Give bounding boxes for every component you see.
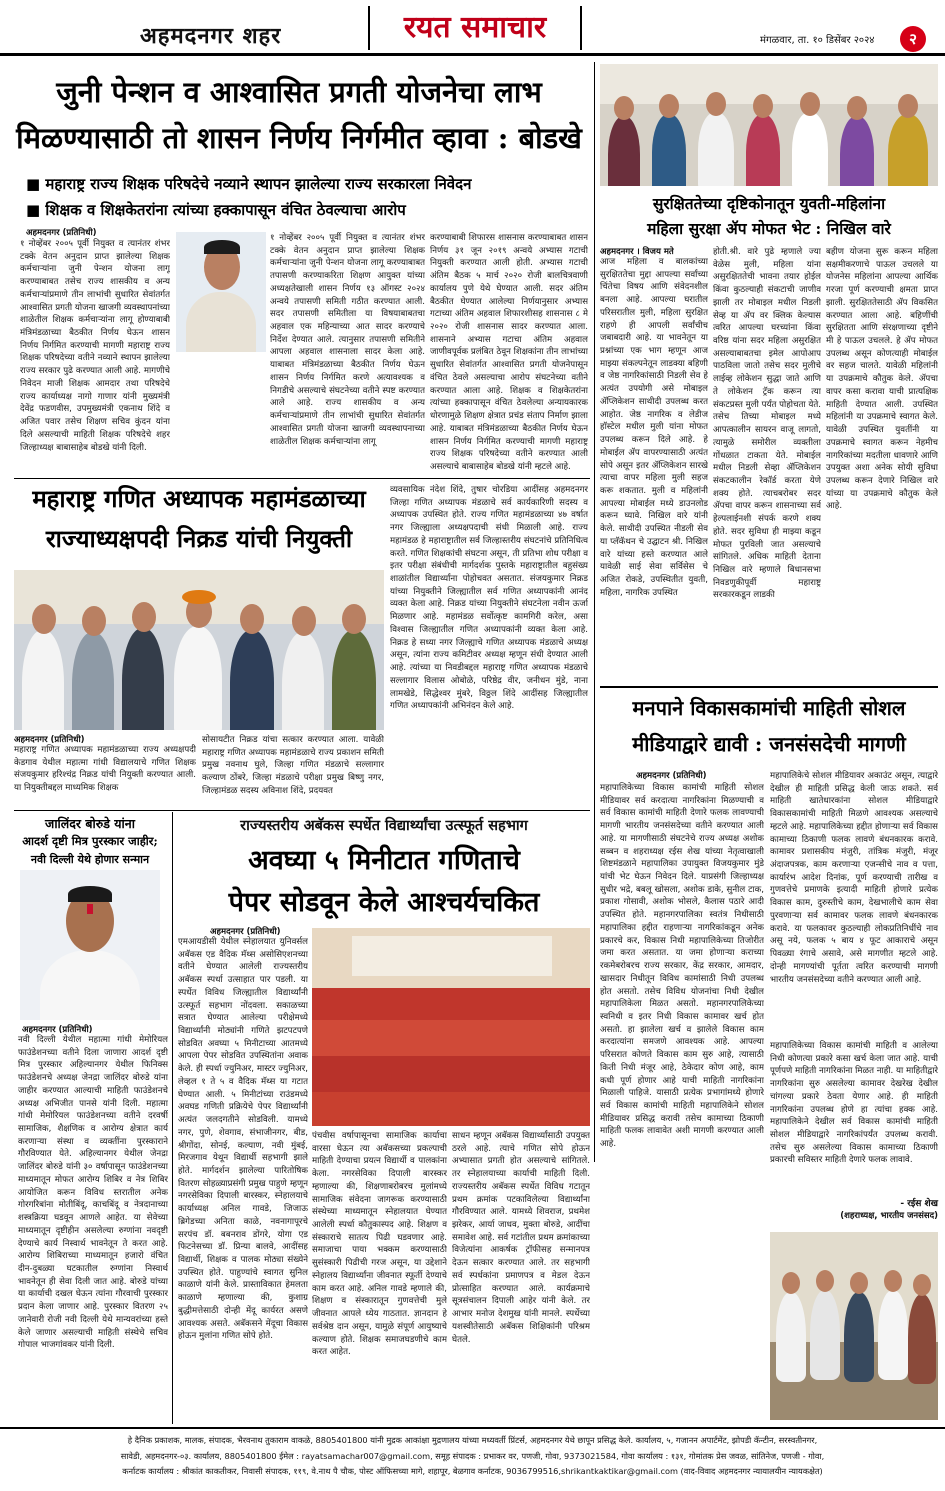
- imprint-line3: कर्नाटक कार्यालय : श्रीकांत काकतीकर, निवासी संपादक, ११९, वे.नाथ पै चौक, पोस्ट ऑफिसच्या मागे, शहापूर, बेळगाव कर्नाटक, 9036799516,shrikantkaktikar@gmail.com (वाद-विवाद अहमदनगर न्यायालयीन न्यायकक्षेत): [122, 1466, 823, 1477]
- story4-signature-name: - रईस शेख: [900, 1199, 938, 1209]
- story4-headline-line1: मनपाने विकासकामांची माहिती सोशल: [632, 696, 906, 720]
- story2-column3: बहीण योजना सुरू करून महिला सक्षमीकरणाचे पाऊल उचलले या योजनेस महिलांना आपल्या आर्थिक गरजा पूर्ण करण्याची क्षमता प्राप्त झाली. सुरक्षिततेसाठी ॲप विकसित करण्यात आला आहे. बहिणींची सुरक्षितता आणि संरक्षणाच्या दृष्टीने मी हे पाऊल उचलले. हे ॲप मोफत उपलब्ध असून कोणत्याही मोबाईल वर सहज चालते. यावेळी महिलांनी या उपक्रमाचे कौतुक केले. ॲपचा वापर कसा करावा याची प्रात्यक्षिक माहिती देण्यात आली. उपस्थित महिलांनी या उपक्रमाचे स्वागत केले. यावेळी उपस्थित युवतींनी या उपक्रमाचे स्वागत करून नेहमीच नागरिकांच्या मदतीला धावणारे आणि उपयुक्त अशा अनेक सोयी सुविधा उपलब्ध करून देणारे निखिल वारे यांच्या या उपक्रमाचे कौतुक केले आहे.: [826, 247, 938, 512]
- story2-headline-line2: महिला सुरक्षा ॲप मोफत भेट : निखिल वारे: [647, 219, 891, 238]
- story4-column2: महापालिकेचे सोशल मीडियावर अकाउंट असून, त्याद्वारे देखील ही माहिती प्रसिद्ध केली जाऊ शकते. सर्व माहिती खातेधारकांना सोशल मीडियाद्वारे विकासकामांची माहिती मिळणे आवश्यक असल्याचे म्हटले आहे. महापालिकेच्या हद्दीत होणाऱ्या सर्व विकास कामाच्या ठिकाणी फलक लावणे बंधनकारक करावे. कामावर प्रशासकीय मंजुरी, तांत्रिक मंजुरी, मंजूर अंदाजपत्रक, काम करणाऱ्या एजन्सीचे नाव व पत्ता, कार्यारंभ आदेश दिनांक, पूर्ण करण्याची तारीख व गुणवत्तेचे प्रमाणके इत्यादी माहिती होणारे प्रत्येक विकास काम, दुरुस्तीचे काम, देखभालीचे काम सेवा पुरवणाऱ्या सर्व कामावर फलक लावणे बंधनकारक करावे. या फलकावर कुठल्याही लोकप्रतिनिधींचे नाव असू नये, फलक ५ बाय ४ फूट आकाराचे असून पिवळ्या रंगाचे असावे, असे मागणीत म्हटले आहे. दोन्ही मागण्यांची पूर्तता त्वरित करण्याची मागणी भारतीय जनसंसदेच्या वतीने करण्यात आली आहे.: [770, 771, 938, 985]
- story6-dateline: अहमदनगर (प्रतिनिधी): [210, 927, 281, 937]
- story6-kicker: राज्यस्तरीय अबॅकस स्पर्धेत विद्यार्थ्यांचा उत्स्फूर्त सहभाग: [240, 818, 528, 834]
- story1-column2: १ नोव्हेंबर २००५ पूर्वी नियुक्त व त्यानंतर शंभर टक्के वेतन अनुदान प्राप्त झालेल्या शिक्षक कर्मचाऱ्यांना जुनी पेन्शन योजना लागू करण्याबाबत तपासणी करण्याकरिता शिक्षण आयुक्त यांच्या अध्यक्षतेखाली शासन निर्णय १३ ऑगस्ट २०२४ अन्वये तपासणी समिती गठीत करण्यात आली. सदर तपासणी समितीला या विषयाबाबतचा अहवाल एक महिन्याच्या आत सादर करण्याचे निर्देश देण्यात आले. त्यानुसार तपासणी समितीने आपला अहवाल शासनाला सादर केला आहे. याबाबत मंत्रिमंडळाच्या बैठकीत निर्णय घेऊन शासन निर्णय निर्गमित करणे अत्यावश्यक व निगडीचे असल्याचे संघटनेच्या वतीने स्पष्ट करण्यात आले आहे. राज्य शासकीय व अन्य कर्मचाऱ्यांप्रमाणे तीन लाभांची सुधारित सेवांतर्गत आश्वासित प्रगती योजना खाजगी व्यवस्थापनाच्या शाळेतील शिक्षक कर्मचाऱ्यांना लागू: [270, 233, 425, 447]
- story5-column1: नवी दिल्ली येथील महात्मा गांधी मेमोरियल फाउंडेशनच्या वतीने दिला जाणारा आदर्श दृष्टी मित्र पुरस्कार अहिल्यानगर येथील फिनिक्स फाउंडेशनचे अध्यक्ष जेनद्रा जालिंदर बोरुडे यांना जाहीर करण्यात आल्याची माहिती फाउंडेशनचे अध्यक्ष अभिजीत पानसे यांनी दिली. महात्मा गांधी मेमोरियल फाउंडेशनच्या वतीने दरवर्षी सामाजिक, शैक्षणिक व आरोग्य क्षेत्रात कार्य करणाऱ्या संस्था व व्यक्तींना पुरस्काराने गौरविण्यात येते. अहिल्यानगर येथील जेनद्रा जालिंदर बोरुडे यांनी ३० वर्षापासून फाउंडेशनच्या माध्यमातून मोफत आरोग्य शिबिर व नेत्र शिबिर आयोजित करून विविध स्तरातील अनेक गोरगरिबांना मोतीबिंदू, काचबिंदू व नेत्रदानाच्या शस्त्रक्रिया घडवून आणले आहेत. या सेवेच्या माध्यमातून दृष्टीहीन असलेल्या रुग्णांना नवदृष्टी देण्याचे कार्य निस्वार्थ भावनेतून ते करत आहे. आरोग्य शिबिराच्या माध्यमातून हजारो वंचित दीन-दुबळ्या घटकातील रुग्णांना निस्वार्थ भावनेतून ही सेवा दिली जात आहे. बोरुडे यांच्या या कार्याची दखल घेऊन त्यांना गौरवाची पुरस्कार प्रदान केला जाणार आहे. पुरस्कार वितरण २५ जानेवारी रोजी नवी दिल्ली येथे मान्यवरांच्या हस्ते केले जाणार असल्याची माहिती संस्थेचे सचिव गोपाल भाजगांवकर यांनी दिली.: [18, 1035, 168, 1351]
- nikrad-felicitation-photo: [14, 570, 384, 730]
- story1-dateline: अहमदनगर (प्रतिनिधी): [26, 228, 97, 238]
- story1-column1: १ नोव्हेंबर २००५ पूर्वी नियुक्त व त्यानंतर शंभर टक्के वेतन अनुदान प्राप्त झालेल्या शिक्षक कर्मचाऱ्यांना जुनी पेन्शन योजना लागू करण्याबाबत तसेच राज्य शासकीय व अन्य कर्मचाऱ्यांप्रमाणे तीन लाभांची सुधारित सेवांतर्गत आश्वासित प्रगती योजना खाजगी व्यवस्थापनांच्या शाळेतील शिक्षक कर्मचाऱ्यांना लागू होण्याबाबी मंत्रिमंडळाच्या बैठकीत निर्णय घेऊन शासन निर्णय निर्गमित करण्याची मागणी महाराष्ट्र राज्य शिक्षक परिषदेच्या वतीने नव्याने स्थापन झालेल्या राज्य सरकार पुढे करण्यात आली आहे. मागणीचे निवेदन माजी शिक्षक आमदार तथा परिषदेचे राज्य कार्याध्यक्ष नागो गाणार यांनी मुख्यमंत्री देवेंद्र फडणवीस, उपमुख्यमंत्री एकनाथ शिंदे व अजित पवार तसेच शिक्षण सचिव कुंदन यांना दिले असल्याची माहिती शिक्षक परिषदेचे शहर जिल्हाध्यक्ष बाबासाहेब बोडखे यांनी दिली.: [20, 239, 170, 453]
- story6-headline-line2: पेपर सोडवून केले आश्चर्यचकित: [228, 887, 540, 918]
- story1-bullet1: ■ महाराष्ट्र राज्य शिक्षक परिषदेचे नव्याने स्थापन झालेल्या राज्य सरकारला निवेदन: [26, 175, 472, 193]
- women-safety-app-photo: [600, 64, 938, 186]
- story3-headline-line1: महाराष्ट्र गणित अध्यापक महामंडळाच्या: [32, 484, 366, 513]
- page-number: २: [900, 26, 926, 52]
- story3-column1: व्यवसायिक नंदेश शिंदे, तुषार चोरडिया आदींसह अहमदनगर जिल्हा गणित अध्यापक मंडळाचे सर्व कार्यकारिणी सदस्य व अध्यापक उपस्थित होते. राज्य गणित महामंडळाच्या ४७ वर्षात नगर जिल्ह्याला अध्यक्षपदाची संधी मिळाली आहे. राज्य महामंडळ हे महाराष्ट्रातील सर्व जिल्हास्तरीय संघटनांचे प्रतिनिधित्व करते. गणित शिक्षकांची संघटना असून, ती प्रतिभा शोध परीक्षा व इतर परीक्षा संबंधीची मार्गदर्शक पुस्तके महाराष्ट्रातील बहुसंख्य शाळांतील विद्यार्थ्यांना पोहोचवत असतात. संजयकुमार निक्रड यांच्या नियुक्तीने जिल्ह्यातील सर्व गणित अध्यापकांनी आनंद व्यक्त केला आहे. निक्रड यांच्या नियुक्तीने संघटनेला नवीन ऊर्जा मिळणार आहे. महामंडळ सर्वोत्कृष्ट कामगिरी करेल, असा विश्वास जिल्ह्यातील गणित अध्यापकांनी व्यक्त केला आहे. निक्रड हे सध्या नगर जिल्ह्याचे गणित अध्यापक मंडळाचे अध्यक्ष असून, त्यांना राज्य कमिटीवर अध्यक्ष म्हणून संधी देण्यात आली आहे. त्यांच्या या निवडीबद्दल महाराष्ट्र गणित अध्यापक मंडळाचे सल्लागार विलास ओबोळे, परिष्ठेद्र वीर, जनीधन मुंडे, नाना लामखेडे, सिद्धेश्वर मुंबरे, विठ्ठल शिंदे आदींसह जिल्ह्यातील गणित अध्यापकांनी अभिनंदन केले आहे.: [390, 485, 588, 712]
- story2-column2: होती.श्री. वारे पुढे म्हणाले ज्या वेळेस मुली, महिला यांना असुरक्षिततेची भावना तयार होईल किंवा कुठल्याही संकटाची जाणीव झाली तर मोबाइल मधील निडली सेव्ह या ॲप वर क्लिक केल्यास त्वरित आपल्या घरच्यांना किंवा वरिष्ठ यांना सदर महिला असुरक्षित असल्याबाबतचा इमेल आपोआप पाठविला जातो तसेच सदर मुलीचे लाईव्ह लोकेशन सुद्धा जाते आणि ते लोकेशन ट्रॅक करून त्या संकटप्रस्त मुली पर्यंत पोहोचता येते. तसेच तिच्या मोबाइल मध्ये आपत्कालीन सायरन वाजू लागतो, त्यामुळे समोरील व्यक्तीला गोंधळात टाकता येते. मोबाईल मधील निडली सेव्हा ॲप्लिकेशन संकटकालीन रेकॉर्ड करता येणे शक्य होते. त्याचबरोबर सदर ॲपचा वापर करून शासनाच्या सर्व हेल्पलाईनशी संपर्क करणे शक्य होते. सदर सुविधा ही माझ्या कडून मोफत पुरविली जात असल्याचे सांगितले. अधिक माहिती देताना निखिल वारे म्हणाले बिधानसभा निवडणुकीपूर्वी महाराष्ट्र सरकारकडून लाडकी: [713, 247, 821, 601]
- imprint-line1: हे दैनिक प्रकाशक, मालक, संपादक, भैरवनाथ तुकाराम वाकळे, 8805401800 यांनी मुद्रक आकांक्षा मुद्रणालय यांच्या मध्यवर्ती प्रिंटर्स, अहमदनगर येथे छापून प्रसिद्ध केले. कार्यालय, ५, गजानन अपार्टमेंट, झोपडी कॅन्टीन, सरस्वतीनगर,: [127, 1435, 818, 1445]
- story1-bullet2: ■ शिक्षक व शिक्षकेतरांना त्यांच्या हक्कापासून वंचित ठेवल्याचा आरोप: [26, 201, 406, 219]
- story5-dateline: अहमदनगर (प्रतिनिधी): [22, 1025, 93, 1035]
- story2-dateline: अहमदनगर । विजय मते: [600, 247, 674, 257]
- masthead-logo: रयत समाचार: [368, 6, 582, 50]
- story4-dateline: अहमदनगर (प्रतिनिधी): [636, 771, 707, 781]
- story1-column2a: [176, 357, 266, 473]
- story3-caption-col2: सोसायटीत निक्रड यांचा सत्कार करण्यात आला. यावेळी महाराष्ट्र गणित अध्यापक महामंडळाचे राज्य प्रकाशन समिती प्रमुख नवनाथ घुले, जिल्हा गणित मंडळाचे सल्लागार कल्याण ठोंबरे, जिल्हा मंडळाचे परीक्षा प्रमुख बिष्णु नगर, जिल्हामंडळ सदस्य अविनाश शिंदे, प्रदयवत: [202, 735, 384, 796]
- story6-column2: पंचवीस वर्षापासूनचा सामाजिक कार्याचा वारसा घेऊन त्या अबॅकसच्या प्रकल्पाची माहिती देण्याचा प्रयत्न विद्यार्थी व पालकांना केला. नगरसेविका दिपाली बारस्कर म्हणाल्या की, शिक्षणाबरोबरच मुलांमध्ये सामाजिक संवेदना जागरूक करण्यासाठी संस्थेच्या माध्यमातून स्नेहालयात घेण्यात आलेली स्पर्धा कौतुकास्पद आहे. शिक्षण व संस्काराचे सातत्य पिढी घडवणार आहे. समाजाचा पाया भक्कम करण्यासाठी सुसंस्कारी पिढीची गरज असून, या उद्देशाने स्नेहालय विद्यार्थ्यांना जीवनात स्फूर्ती देण्याचे काम करत आहे. अनिल गावडे म्हणाले की, शिक्षण व संस्कारातून गुणवत्तेची मुले जीवनात आपले ध्येय गाठतात. ज्ञानदान हे सर्वश्रेष्ठ दान असून, यामुळे संपूर्ण आयुष्याचे कल्याण होते. शिक्षक समाजघडणीचे काम करत आहेत.: [312, 1131, 447, 1358]
- story6-column1: एमआयडीसी येथील स्नेहालयात युनिवर्सल अबॅकस एड वैदिक मॅथ्स असोसिएशनच्या वतीने घेण्यात आलेली राज्यस्तरीय अबॅकस स्पर्धा उत्साहात पार पडली. या स्पर्धेत विविध जिल्ह्यातील विद्यार्थ्यांनी उत्स्फूर्त सहभाग नोंदवला. सकाळच्या सत्रात घेण्यात आलेल्या परीक्षेमध्ये विद्यार्थ्यांनी मोठ्यांनी गणिते झटपटपणे सोडवित अवघ्या ५ मिनीटाच्या आतमध्ये आपला पेपर सोडवित उपस्थितांना अवाक केले. ही स्पर्धा ज्युनिअर, मास्टर ज्युनिअर, लेव्हल १ ते ५ व वैदिक मॅथ्स या गटात घेण्यात आली. ५ मिनीटांच्या राउंडमध्ये अवघड गणिती प्रक्रियेचे पेपर विद्यार्थ्यांनी अत्यंत जलदगतीने सोडविली. यामध्ये नगर, पुणे, शेवगाव, संभाजीनगर, बीड, श्रीगोंदा, सोनई, कल्याण, नवी मुंबई, मिरजगाव येथून विद्यार्थी सहभागी झाले होते. मार्गदर्शन झालेल्या पारितोषिक वितरण सोहळ्याप्रसंगी प्रमुख पाहुणे म्हणून नगरसेविका दिपाली बारस्कर, स्नेहालयाचे कार्याध्यक्ष अनिल गावडे, जिजाऊ ब्रिगेडच्या अनिता काळे, नवनागापूरचे सरपंच डॉ. बबनराव डोंगरे, योगा एड फिटनेसच्या डॉ. प्रिन्या बालवे, आदींसह विद्यार्थी, शिक्षक व पालक मोठ्या संख्येने उपस्थित होते. पाहुण्यांचे स्वागत सुनिल काळाणे यांनी केले. प्रास्ताविकात हेमलता काळाणे म्हणाल्या की, कुशाग्र बुद्धीमत्तेसाठी दोन्ही मेंदू कार्यरत असणे आवश्यक असते. अबॅकसने मेंदूचा विकास होऊन मुलांना गणित सोपे होते.: [178, 937, 308, 1342]
- section-divider: [14, 478, 590, 479]
- story1-headline-line1: जुनी पेन्शन व आश्वासित प्रगती योजनेचा लाभ: [56, 75, 542, 109]
- story5-headline-line2: आदर्श दृष्टी मित्र पुरस्कार जाहीर;: [22, 834, 158, 848]
- issue-date: मंगळवार, ता. १० डिसेंबर २०२४: [760, 35, 875, 46]
- story6-headline-line1: अवघ्या ५ मिनीटात गणिताचे: [248, 845, 520, 876]
- story2-column1: आज महिला व बालकांच्या सुरक्षिततेचा मुद्दा आपल्या सर्वांच्या चिंतेचा विषय आणि संवेदनशील बनला आहे. आपल्या घरातील परिसरातील मुली, महिला सुरक्षित राहणे ही आपली सर्वांचीच जबाबदारी आहे. या भावनेतून या प्रश्नांच्या एक भाग म्हणून आज माझ्या संकल्पनेतून लाडक्या बहिणी व जेष्ठ नागरिकांसाठी निडली सेव हे अत्यंत उपयोगी असे मोबाइल ॲप्लिकेशन साथीदी उपलब्ध करत आहोत. जेष्ठ नागरिक व लेडीज हॉस्टेल मधील मुली यांना मोफत उपलब्ध करून दिले आहे. हे मोबाईल ॲप वापरण्यासाठी अत्यंत सोपे असून इतर ॲप्लिकेशन सारखे त्याचा वापर महिला मुली सहज करू शकतात. मुली व महिलांनी आपल्या मोबाईल मध्ये डाउनलोड करून घ्यावे. निखिल वारे यांनी केले. साथीदी उपस्थित नीडली सेव या प्लॅकॅथन चे उद्घाटन श्री. निखिल वारे यांच्या हस्ते करण्यात आले यावेळी साई सेवा सर्विसेस चे अजित रोकडे, उपस्थितीत युवती, महिला, नागरिक उपस्थित: [600, 257, 708, 598]
- column-divider: [594, 62, 595, 1162]
- story5-headline-line1: जालिंदर बोरुडे यांना: [45, 816, 135, 831]
- page-header: [0, 0, 945, 56]
- story1-headline-line2: मिळण्यासाठी तो शासन निर्णय निर्गमीत व्हावा : बोडखे: [16, 121, 582, 155]
- column-divider: [172, 812, 173, 1424]
- section-divider: [600, 686, 938, 688]
- abacus-competition-photo: [312, 928, 590, 1126]
- imprint-line2: सावेडी, अहमदनगर-०३. कार्यालय, 8805401800 ईमेल : rayatsamachar007@gmail.com, समूह संपादक : प्रभाकर वर, पणजी, गोवा, 9373021584, गोवा कार्यालय : १३१, गोमांतक प्रेस जवळ, सांतिनेज, पणजी - गोवा,: [120, 1450, 825, 1461]
- story2-headline-line1: सुरक्षिततेच्या दृष्टिकोनातून युवती-महिलांना: [652, 194, 886, 213]
- story4-headline-line2: मीडियाद्वारे द्यावी : जनसंसदेची मागणी: [632, 732, 906, 756]
- story5-headline-line3: नवी दिल्ली येथे होणार सन्मान: [30, 853, 150, 866]
- story1-column3: करण्याबाबी शिफारस शासनास करण्याबाबत शासन निर्णय ३१ जून २०१९ अन्वये अभ्यास गटाची नियुक्ती करण्यात आली होती. अभ्यास गटाची अंतिम बैठक ५ मार्च २०२० रोजी बालचित्रवाणी कार्यालय पुणे येथे घेण्यात आली. सदर अंतिम बैठकीत घेण्यात आलेल्या निर्णयानुसार अभ्यास गटाच्या अंतिम अहवाल शिफारशीसह शासनास ८ मे २०२० रोजी शासनास सादर करण्यात आला. शासनाने अभ्यास गटाचा अंतिम अहवाल जाणीवपूर्वक प्रलंबित ठेवून शिक्षकांना तीन लाभांच्या सुधारित सेवांतर्गत आश्वासित प्रगती योजनेपासून वंचित ठेवले असल्याचा आरोप संघटनेच्या वतीने करण्यात आला आहे. शिक्षक व शिक्षकेतरांना त्यांच्या हक्कापासून वंचित ठेवलेल्या अन्यायकारक धोरणामुळे शिक्षण क्षेत्रात प्रचंड संताप निर्माण झाला आहे. याबाबत मंत्रिमंडळाच्या बैठकीत निर्णय घेऊन शासन निर्णय निर्गमित करण्याची मागणी महाराष्ट्र राज्य शिक्षक परिषदेच्या वतीने करण्यात आली असल्याचे बाबासाहेब बोडखे यांनी म्हटले आहे.: [430, 233, 588, 472]
- story3-caption-col1: महाराष्ट्र गणित अध्यापक महामंडळाच्या राज्य अध्यक्षपदी केडगाव येथील महात्मा गांधी विद्यालयाचे गणित शिक्षक संजयकुमार हरिश्चंद्र निक्रड यांची नियुक्ती करण्यात आली. या नियुक्तीबद्दल माध्यमिक शिक्षक: [14, 745, 196, 794]
- story4-column3: महापालिकेच्या विकास कामांची माहिती व आलेल्या निधी कोणत्या प्रकारे कसा खर्च केला जात आहे. याची पूर्णपणे माहिती नागरिकांना मिळत नाही. या माहितीद्वारे नागरिकांना सुरु असलेल्या कामावर देखरेख देखील चांगल्या प्रकारे ठेवता येणार आहे. ही माहिती नागरिकांना उपलब्ध होणे हा त्यांचा हक्क आहे. महापालिकेने देखील सर्व विकास कामांची माहिती सोशल मीडियाद्वारे नागरिकांपर्यंत उपलब्ध करावी. तसेच सुरु असलेल्या विकास कामाच्या ठिकाणी प्रकारची सविस्तर माहिती देणारे फलक लावावे.: [770, 1041, 938, 1166]
- jansansad-meeting-photo: [770, 1232, 938, 1420]
- story4-signature-title: (शहराध्यक्ष, भारतीय जनसंसद): [840, 1211, 938, 1221]
- section-title: अहमदनगर शहर: [140, 24, 282, 49]
- bodkhe-portrait: [176, 232, 266, 352]
- story4-column1: महापालिकेच्या विकास कामांची माहिती सोशल मीडियावर सर्व करदात्या नागरिकांना मिळण्याची व सर्व विकास कामांची माहिती देणारे फलक लावण्याची मागणी भारतीय जनसंसदेच्या वतीने करण्यात आली आहे. या मागणीसाठी संघटनेचे राज्य अध्यक्ष अशोक सब्बन व शहराध्यक्ष रईस शेख यांच्या नेतृत्वाखाली शिष्टमंडळाने महापालिका उपायुक्त विजयकुमार मुंडे यांची भेट घेऊन निवेदन दिले. याप्रसंगी जिल्हाध्यक्ष सुधीर भद्रे, बबलू खोसला, अशोक डाके, सुनील टाक, प्रकाश गोसावी, अशोक भोसले, कैलास पठारे आदी उपस्थित होते. महानगरपालिका स्वतंत्र निधीसाठी महापालिका हद्दीत राहणाऱ्या नागरिकांकडून अनेक प्रकारचे कर, विकास निधी महापालिकेच्या तिजोरीत जमा करत असतात. या जमा होणाऱ्या कराच्या रकमेबरोबरच राज्य सरकार, केंद्र सरकार, आमदार, खासदार निधीतून विविध कामांसाठी निधी उपलब्ध होत असतो. तसेच विविध योजनांचा निधी देखील महापालिकेला मिळत असतो. महानगरपालिकेच्या स्वनिधी व इतर निधी विकास कामावर खर्च होत असतो. हा झालेला खर्च व झालेले विकास काम करदात्यांना समजणे आवश्यक आहे. आपल्या परिसरात कोणते विकास काम सुरु आहे, त्यासाठी किती निधी मंजूर आहे, ठेकेदार कोण आहे, काम कधी पूर्ण होणार आहे याची माहिती नागरिकांना मिळाली पाहिजे. यासाठी प्रत्येक प्रभागांमध्ये होणारे सर्व विकास कामांची माहिती महापालिकेने सोशल मीडियावर प्रसिद्ध करावी तसेच कामाच्या ठिकाणी माहिती फलक लावावेत अशी मागणी करण्यात आली आहे.: [600, 783, 764, 1150]
- borude-portrait: [20, 870, 160, 1020]
- story3-dateline: अहमदनगर (प्रतिनिधी): [14, 735, 85, 745]
- story6-column3: साधन म्हणून अबॅकस विद्यार्थ्यांसाठी उपयुक्त ठरले आहे. त्याचे गणित सोपे होऊन अभ्यासात प्रगती होत असल्याचे सांगितले. तर स्नेहालयाच्या कार्याची माहिती दिली. राज्यस्तरीय अबॅकस स्पर्धेत विविध गटातून प्रथम क्रमांक पटकाविलेल्या विद्यार्थ्यांना गौरविण्यात आले. यामध्ये शिवराज, प्रथमेश झरेकर, आर्या जाधव, मुक्ता बोरुडे, आदींचा समावेश आहे. सर्व गटांतील प्रथम क्रमांकाच्या विजेत्यांना आकर्षक ट्रॉफीसह सन्मानपत्र देऊन सत्कार करण्यात आले. तर सहभागी सर्व स्पर्धकांना प्रमाणपत्र व मेडल देऊन प्रोत्साहित करण्यात आले. कार्यक्रमाचे सूत्रसंचालन दिपाली आहेर यांनी केले. तर आभार मनोज देशमुख यांनी मानले. स्पर्धेच्या यशस्वीतेसाठी अबॅकस शिक्षिकांनी परिश्रम घेतले.: [452, 1131, 590, 1345]
- section-divider: [14, 810, 590, 811]
- imprint-footer: [0, 1427, 945, 1491]
- story3-headline-line2: राज्याध्यक्षपदी निक्रड यांची नियुक्ती: [45, 524, 353, 553]
